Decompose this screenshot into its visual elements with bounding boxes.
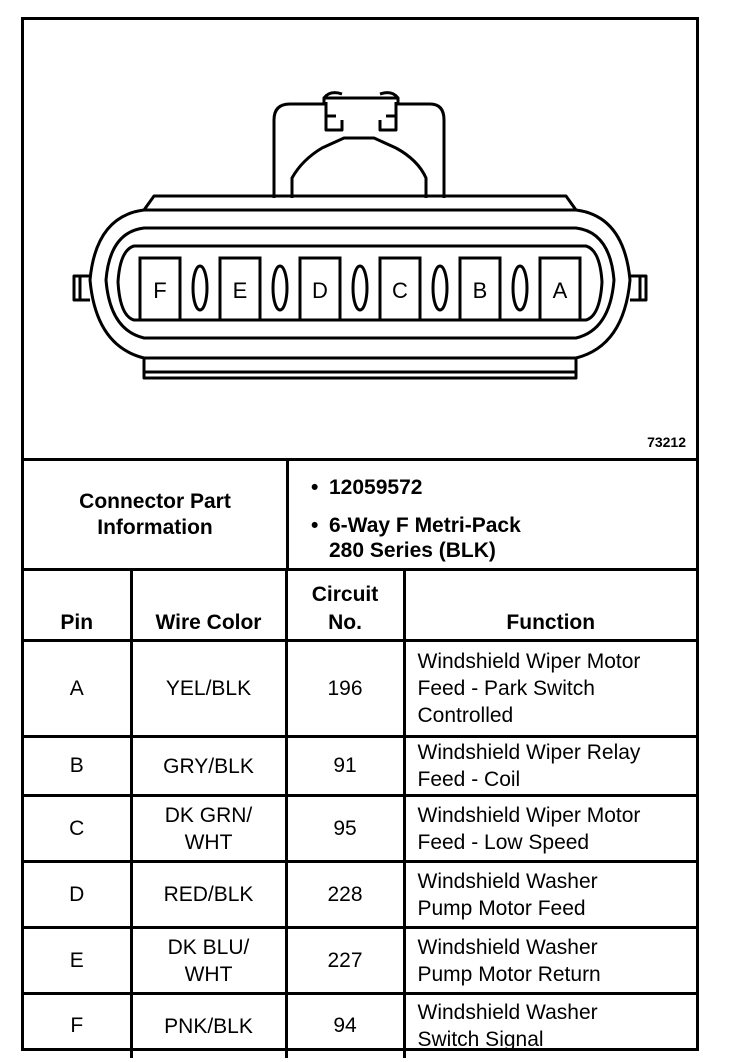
header-circuit-line1: Circuit: [311, 583, 379, 606]
circuit-cell: 91: [286, 737, 404, 796]
table-row: [24, 796, 696, 862]
table-row: [24, 862, 696, 928]
function-line1: Windshield Wiper Motor: [417, 803, 641, 827]
pin-cell: E: [24, 928, 131, 994]
connector-part-information: [24, 458, 696, 571]
table-row: [24, 928, 696, 994]
header-circuit: [286, 570, 404, 641]
pin-label-C: C: [392, 278, 408, 303]
function-line2: Feed - Low Speed: [417, 830, 590, 854]
wire-color-cell: [131, 994, 286, 1058]
function-line1: Windshield Washer: [417, 1001, 598, 1025]
circuit-cell: 227: [286, 928, 404, 994]
connector-type-line2: 280 Series (BLK): [329, 539, 496, 562]
pin-label-D: D: [312, 278, 328, 303]
wire-color-line1: GRY/BLK: [163, 754, 254, 778]
function-line2: Switch Signal: [417, 1028, 544, 1052]
circuit-cell: 228: [286, 862, 404, 928]
function-line3: Controlled: [417, 704, 514, 727]
connector-type-line1: 6-Way F Metri-Pack: [329, 514, 521, 537]
table-header-row: [24, 570, 696, 641]
table-row: [24, 641, 696, 737]
wire-color-line1: RED/BLK: [163, 883, 254, 906]
function-line1: Windshield Wiper Relay: [417, 741, 641, 764]
wire-color-cell: [131, 928, 286, 994]
pin-label-B: B: [472, 278, 488, 303]
pin-cell: D: [24, 862, 131, 928]
wire-color-line2: WHT: [184, 962, 233, 986]
function-line1: Windshield Washer: [417, 935, 598, 959]
header-pin: Pin: [24, 570, 131, 641]
connector-info-label: [24, 461, 289, 568]
connector-figure: [24, 20, 696, 458]
bullet: •: [311, 476, 319, 499]
circuit-cell: 94: [286, 994, 404, 1058]
wire-color-line2: WHT: [184, 830, 233, 854]
function-line1: Windshield Wiper Motor: [417, 650, 641, 673]
part-number: 12059572: [329, 476, 423, 499]
table-row: [24, 994, 696, 1058]
function-line2: Feed - Park Switch: [417, 677, 595, 700]
pin-cell: A: [24, 641, 131, 737]
function-cell: [404, 796, 696, 862]
connector-sheet: [21, 17, 699, 1051]
circuit-cell: 95: [286, 796, 404, 862]
header-circuit-line2: No.: [328, 611, 362, 634]
function-cell: [404, 641, 696, 737]
connector-type-item: [311, 513, 521, 563]
function-cell: [404, 928, 696, 994]
function-cell: [404, 994, 696, 1058]
wire-color-line1: YEL/BLK: [165, 677, 252, 700]
wire-color-cell: [131, 641, 286, 737]
function-line2: Pump Motor Return: [417, 962, 601, 986]
connector-info-label-line2: Information: [97, 515, 213, 539]
bullet: •: [311, 514, 319, 537]
connector-info-label-line1: Connector Part: [79, 489, 231, 513]
function-line2: Pump Motor Feed: [417, 896, 586, 920]
pin-cell: F: [24, 994, 131, 1058]
circuit-cell: 196: [286, 641, 404, 737]
wire-color-line1: PNK/BLK: [164, 1014, 253, 1038]
pin-table: [24, 568, 696, 1058]
wire-color-cell: [131, 862, 286, 928]
wire-color-cell: [131, 737, 286, 796]
header-wire-color: Wire Color: [131, 570, 286, 641]
function-cell: [404, 737, 696, 796]
pin-cell: C: [24, 796, 131, 862]
pin-label-E: E: [232, 278, 248, 303]
wire-color-line1: DK GRN/: [164, 803, 253, 827]
pin-cell: B: [24, 737, 131, 796]
pin-label-F: F: [153, 278, 167, 303]
header-function: Function: [404, 570, 696, 641]
wire-color-line1: DK BLU/: [167, 935, 250, 959]
connector-info-values: [289, 461, 694, 568]
function-line2: Feed - Coil: [417, 768, 521, 791]
part-number-item: [311, 475, 423, 500]
figure-id: 73212: [647, 434, 686, 450]
pin-label-A: A: [552, 278, 568, 303]
function-cell: [404, 862, 696, 928]
table-row: [24, 737, 696, 796]
connector-drawing: [24, 20, 696, 458]
wire-color-cell: [131, 796, 286, 862]
function-line1: Windshield Washer: [417, 869, 598, 893]
